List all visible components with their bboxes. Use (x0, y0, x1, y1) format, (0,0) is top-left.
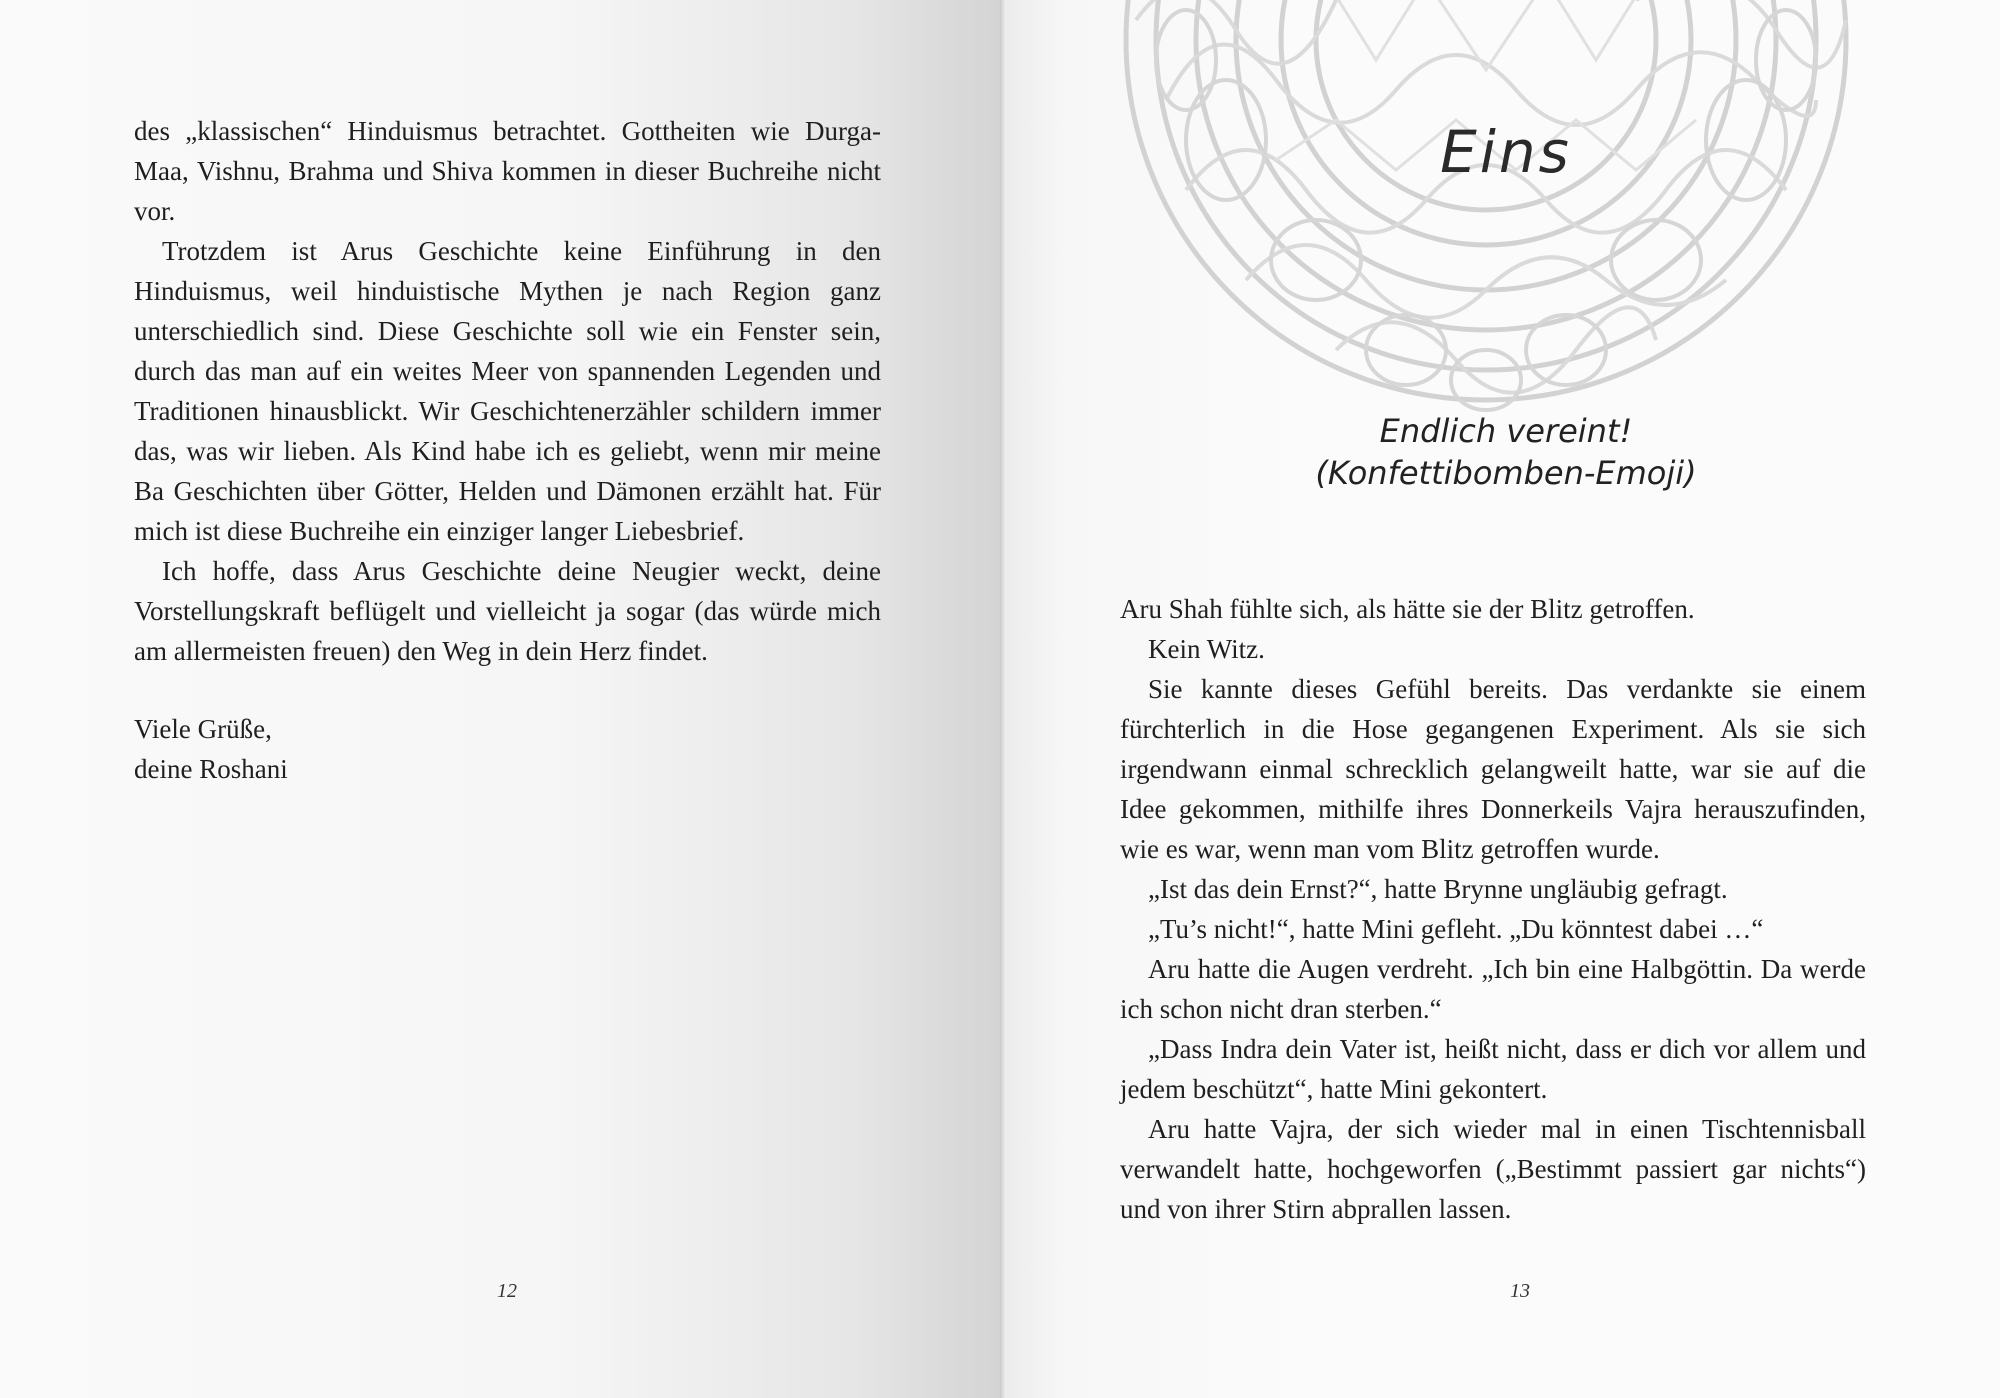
chapter-subtitle-line: Endlich vereint! (1379, 412, 1633, 450)
paragraph: Kein Witz. (1148, 634, 1265, 664)
letter-signoff (134, 709, 288, 789)
paragraph: Sie kannte dieses Gefühl bereits. Das verdankte sie einem fürchterlich in die Hose gegangenen Experiment. Als sie sich irgendwann einmal schrecklich gelangweilt hatte, war sie auf die Idee gekommen, mithilfe ihres Donnerkeils Vajra herauszufinden, wie es war, wenn man vom Blitz getroffen wurde. (1120, 674, 1866, 864)
right-page-text (1120, 589, 1866, 1229)
paragraph: Trotzdem ist Arus Geschichte keine Einführung in den Hinduismus, weil hinduistische Mythen je nach Region ganz unterschiedlich sind. Diese Geschichte soll wie ein Fenster sein, durch das man auf ein weites Meer von spannenden Legenden und Traditionen hinausblickt. Wir Geschichtenerzähler schildern immer das, was wir lieben. Als Kind habe ich es geliebt, wenn mir meine Ba Geschichten über Götter, Helden und Dämonen erzählt hat. Für mich ist diese Buchreihe ein einziger langer Liebesbrief. (134, 236, 881, 546)
left-page-text (134, 111, 881, 671)
chapter-subtitle-line: (Konfettibomben-Emoji) (1315, 454, 1697, 492)
signature-line: deine Roshani (134, 754, 288, 784)
right-page (1006, 0, 2000, 1398)
chapter-subtitle (1206, 410, 1806, 494)
paragraph: „Tu’s nicht!“, hatte Mini gefleht. „Du könntest dabei …“ (1148, 914, 1764, 944)
paragraph: „Ist das dein Ernst?“, hatte Brynne ungläubig gefragt. (1148, 874, 1728, 904)
paragraph: „Dass Indra dein Vater ist, heißt nicht, dass er dich vor allem und jedem beschützt“, hatte Mini gekontert. (1120, 1034, 1866, 1104)
celtic-knot-ornament-icon (1076, 0, 1896, 420)
closing-line: Viele Grüße, (134, 714, 272, 744)
paragraph: Aru hatte die Augen verdreht. „Ich bin eine Halbgöttin. Da werde ich schon nicht dran sterben.“ (1120, 954, 1866, 1024)
page-number: 13 (1510, 1280, 1530, 1302)
paragraph: Ich hoffe, dass Arus Geschichte deine Neugier weckt, deine Vorstellungskraft beflügelt und vielleicht ja sogar (das würde mich am allermeisten freuen) den Weg in dein Herz findet. (134, 556, 881, 666)
paragraph: des „klassischen“ Hinduismus betrachtet. Gottheiten wie Durga-Maa, Vishnu, Brahma und Shiva kommen in dieser Buchreihe nicht vor. (134, 116, 881, 226)
paragraph: Aru Shah fühlte sich, als hätte sie der Blitz getroffen. (1120, 594, 1695, 624)
chapter-title: Eins (1440, 118, 1572, 186)
page-number: 12 (497, 1280, 517, 1302)
paragraph: Aru hatte Vajra, der sich wieder mal in einen Tischtennisball verwandelt hatte, hochgeworfen („Bestimmt passiert gar nichts“) und von ihrer Stirn abprallen lassen. (1120, 1114, 1866, 1224)
